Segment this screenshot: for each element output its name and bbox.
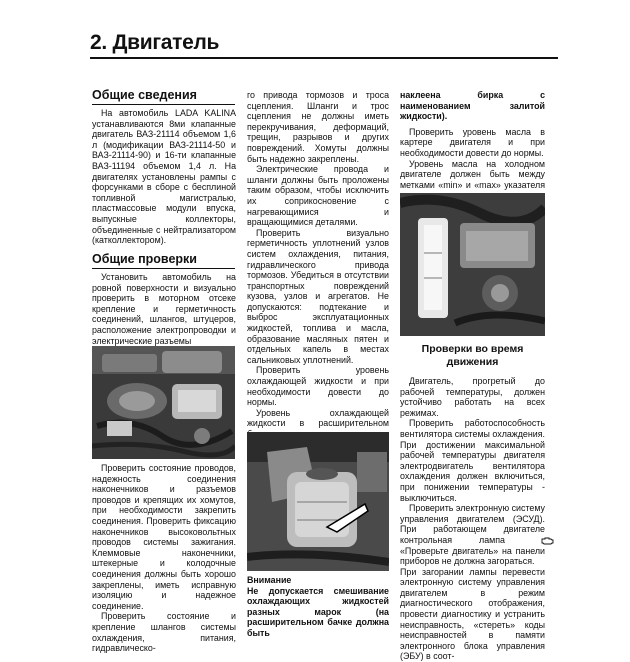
- coolant-reservoir-image: [247, 432, 389, 571]
- paragraph: Уровень охлаждающей жидкости в расширительном: [247, 407, 389, 429]
- paragraph-text: «Проверьте двигатель» на панели приборов не должна загораться.: [400, 545, 545, 567]
- oil-dipstick-image: [400, 193, 545, 336]
- column-2-text: [247, 90, 389, 461]
- paragraph: Установить автомобиль на ровной поверхности и визуально проверить в моторном отсеке крепление и герметичность соединений, шлангов, штуцеров, расположение электропроводки и электрические разъемы: [92, 272, 236, 346]
- paragraph: Проверить уровень масла в картере двигателя и при необходимости довести до нормы.: [400, 126, 545, 158]
- general-checks-text: [92, 272, 236, 346]
- column-3-text: [400, 90, 545, 201]
- section-heading-driving-checks: Проверки во время движения: [421, 343, 524, 368]
- paragraph: Проверить визуально герметичность уплотнений узлов систем охлаждения, питания, гидравлического привода тормозов. Убедиться в отсутствии транспортных повреждений кузова, узлов и агрегатов. Не допускаются: подтекание и выброс эксплуатационных жидкостей, топлива и масла, образование масляных пятен и отдельных капель в местах сальниковых уплотнений.: [247, 227, 389, 365]
- title-divider: [90, 57, 558, 59]
- paragraph: Проверить состояние проводов, надежность соединения наконечников и разъемов проводов и крепящих их хомутов, при необходимости закрепить соединения. Проверить фиксацию наконечников высоковольтных проводов системы зажигания. Клеммовые наконечники, штекерные и колодочные соединения должны быть хорошо закреплены, иметь исправную изоляцию и надежное соединение.: [92, 463, 236, 611]
- paragraph: Проверить уровень охлаждающей жидкости и при необходимости довести до нормы.: [247, 365, 389, 408]
- oil-dipstick-photo: [400, 193, 545, 336]
- page-title: 2. Двигатель: [90, 31, 220, 54]
- section-heading-general-checks: Общие проверки: [92, 252, 197, 266]
- attention-heading: Внимание: [247, 575, 292, 585]
- paragraph: Проверить работоспособность вентилятора системы охлаждения. При достижении максимальной рабочей температуры двигателя электродвигатель вентилятора охлаждения должен включиться, при понижении температуры - выключиться.: [400, 418, 545, 503]
- paragraph: На автомобиль LADA KALINA устанавливаются 8ми клапанные двигатель ВАЗ-21114 объемом 1,6 л (модификации ВАЗ-21114-50 и ВАЗ-21114-90) и 16-ти клапанные ВАЗ-11194 объемом 1,4 л. На двигателях установлены рампы с форсунками в сборе с бесплиной топливной магистралью, пластмассовые модули впуска, выпускные коллекторы, объединенные с нейтрализатором (катколлектором).: [92, 108, 236, 246]
- check-engine-icon: [532, 537, 545, 545]
- attention-text: Не допускается смешивание охлаждающих жидкостей разных марок (на расширительном бачке должна быть: [247, 585, 389, 638]
- engine-bay-image: [92, 346, 235, 459]
- paragraph: При загорании лампы перевести электронную систему управления двигателем в режим диагностического отображения, провести диагностику и устранить неисправность, «стереть» коды неисправностей в памяти электронного блока управления (ЭБУ) в соот-: [400, 566, 545, 662]
- attention-note: [247, 575, 389, 639]
- section-divider: [92, 268, 235, 269]
- paragraph: Уровень масла на холодном двигателе должен быть между метками «min» и «max» указателя: [400, 158, 545, 190]
- paragraph: наклеена бирка с наименованием залитой жидкости).: [400, 90, 545, 122]
- paragraph: [400, 503, 545, 567]
- paragraph: Электрические провода и шланги должны быть проложены таким образом, чтобы исключить их соприкосновение с нагревающимися и вращающимися деталями.: [247, 164, 389, 228]
- coolant-reservoir-photo: [247, 432, 389, 571]
- section-heading-general-info: Общие сведения: [92, 88, 197, 102]
- general-checks-text-continued: [92, 463, 236, 654]
- general-info-text: [92, 108, 236, 246]
- engine-bay-photo: [92, 346, 235, 459]
- paragraph: Двигатель, прогретый до рабочей температуры, должен устойчиво работать на всех режимах.: [400, 376, 545, 418]
- paragraph: Проверить состояние и крепление шлангов системы охлаждения, питания, гидравлическо-: [92, 611, 236, 654]
- paragraph: го привода тормозов и троса сцепления. Шланги и трос сцепления не должны иметь перекручивания, деформаций, трещин, разрывов и других повреждений. Хомуты должны быть надежно закреплены.: [247, 90, 389, 164]
- paragraph-text: Проверить электронную систему управления двигателем (ЭСУД). При работающем двигателе контрольная лампа: [400, 503, 545, 545]
- section-divider: [92, 104, 235, 105]
- driving-checks-text: [400, 376, 545, 662]
